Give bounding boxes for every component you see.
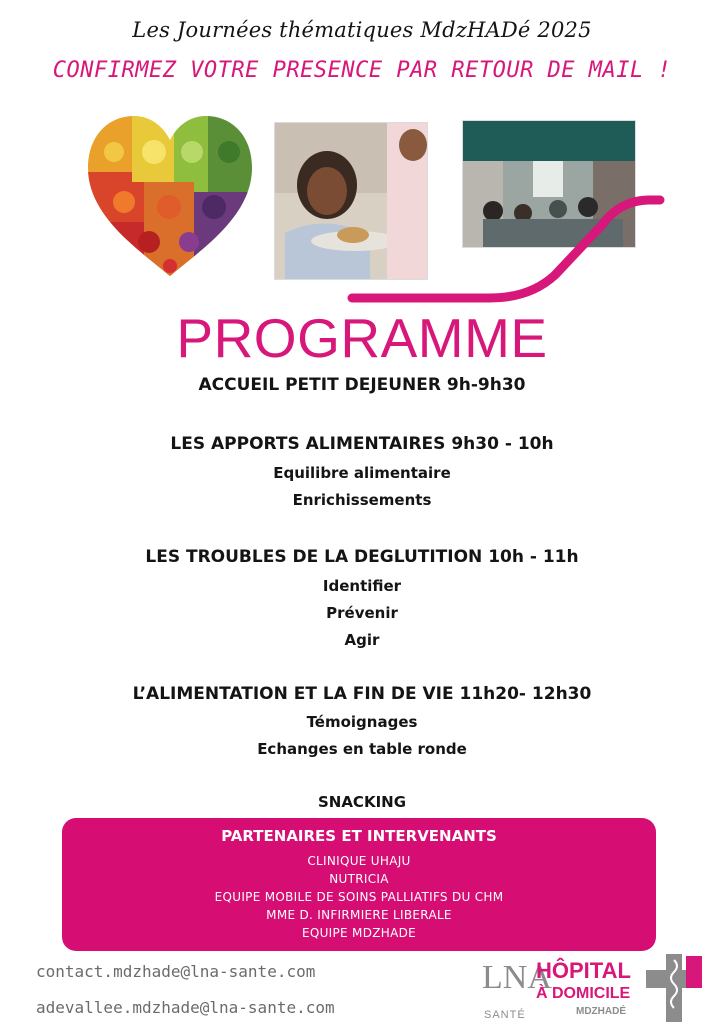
programme-title: PROGRAMME	[176, 307, 548, 369]
contact-email-link[interactable]: adevallee.mdzhade@lna-sante.com	[36, 998, 335, 1017]
partner-item: EQUIPE MDZHADE	[301, 926, 417, 940]
medical-cross-icon	[646, 954, 702, 1022]
fruit-heart-image	[84, 112, 256, 278]
contact-email-link[interactable]: contact.mdzhade@lna-sante.com	[36, 962, 316, 981]
section-item: Prévenir	[326, 604, 398, 622]
partners-box	[62, 818, 656, 951]
section-item: Identifier	[322, 577, 402, 595]
section-item: Agir	[344, 631, 380, 649]
logo-domicile: À DOMICILE	[536, 985, 631, 1002]
section-item: Enrichissements	[292, 491, 432, 509]
partner-item: EQUIPE MOBILE DE SOINS PALLIATIFS DU CHM	[214, 890, 504, 904]
decorative-swoosh	[340, 180, 724, 320]
confirm-notice: CONFIRMEZ VOTRE PRESENCE PAR RETOUR DE MAIL !	[52, 58, 672, 83]
logo-mdzhade: MDZHADÉ	[576, 1006, 626, 1017]
section-item: Equilibre alimentaire	[273, 464, 451, 482]
section-item: Echanges en table ronde	[257, 740, 467, 758]
logo-sante: SANTÉ	[484, 1009, 526, 1021]
snacking-label: SNACKING	[317, 793, 407, 811]
partner-item: MME D. INFIRMIERE LIBERALE	[266, 908, 452, 922]
logo-lna-mark: LNA	[482, 959, 552, 996]
section-heading: LES APPORTS ALIMENTAIRES 9h30 - 10h	[170, 434, 554, 454]
partners-title: PARTENAIRES ET INTERVENANTS	[221, 827, 497, 845]
section-item: Témoignages	[306, 713, 418, 731]
hospital-logo	[480, 952, 724, 1024]
logo-hopital: HÔPITAL	[536, 958, 631, 983]
partner-item: NUTRICIA	[329, 872, 389, 886]
accueil-heading: ACCUEIL PETIT DEJEUNER 9h-9h30	[198, 375, 526, 395]
section-heading: L’ALIMENTATION ET LA FIN DE VIE 11h20- 12h30	[132, 684, 592, 704]
partner-item: CLINIQUE UHAJU	[307, 854, 411, 868]
section-heading: LES TROUBLES DE LA DEGLUTITION 10h - 11h	[145, 547, 579, 567]
event-title: Les Journées thématiques MdzHADé 2025	[132, 18, 592, 42]
